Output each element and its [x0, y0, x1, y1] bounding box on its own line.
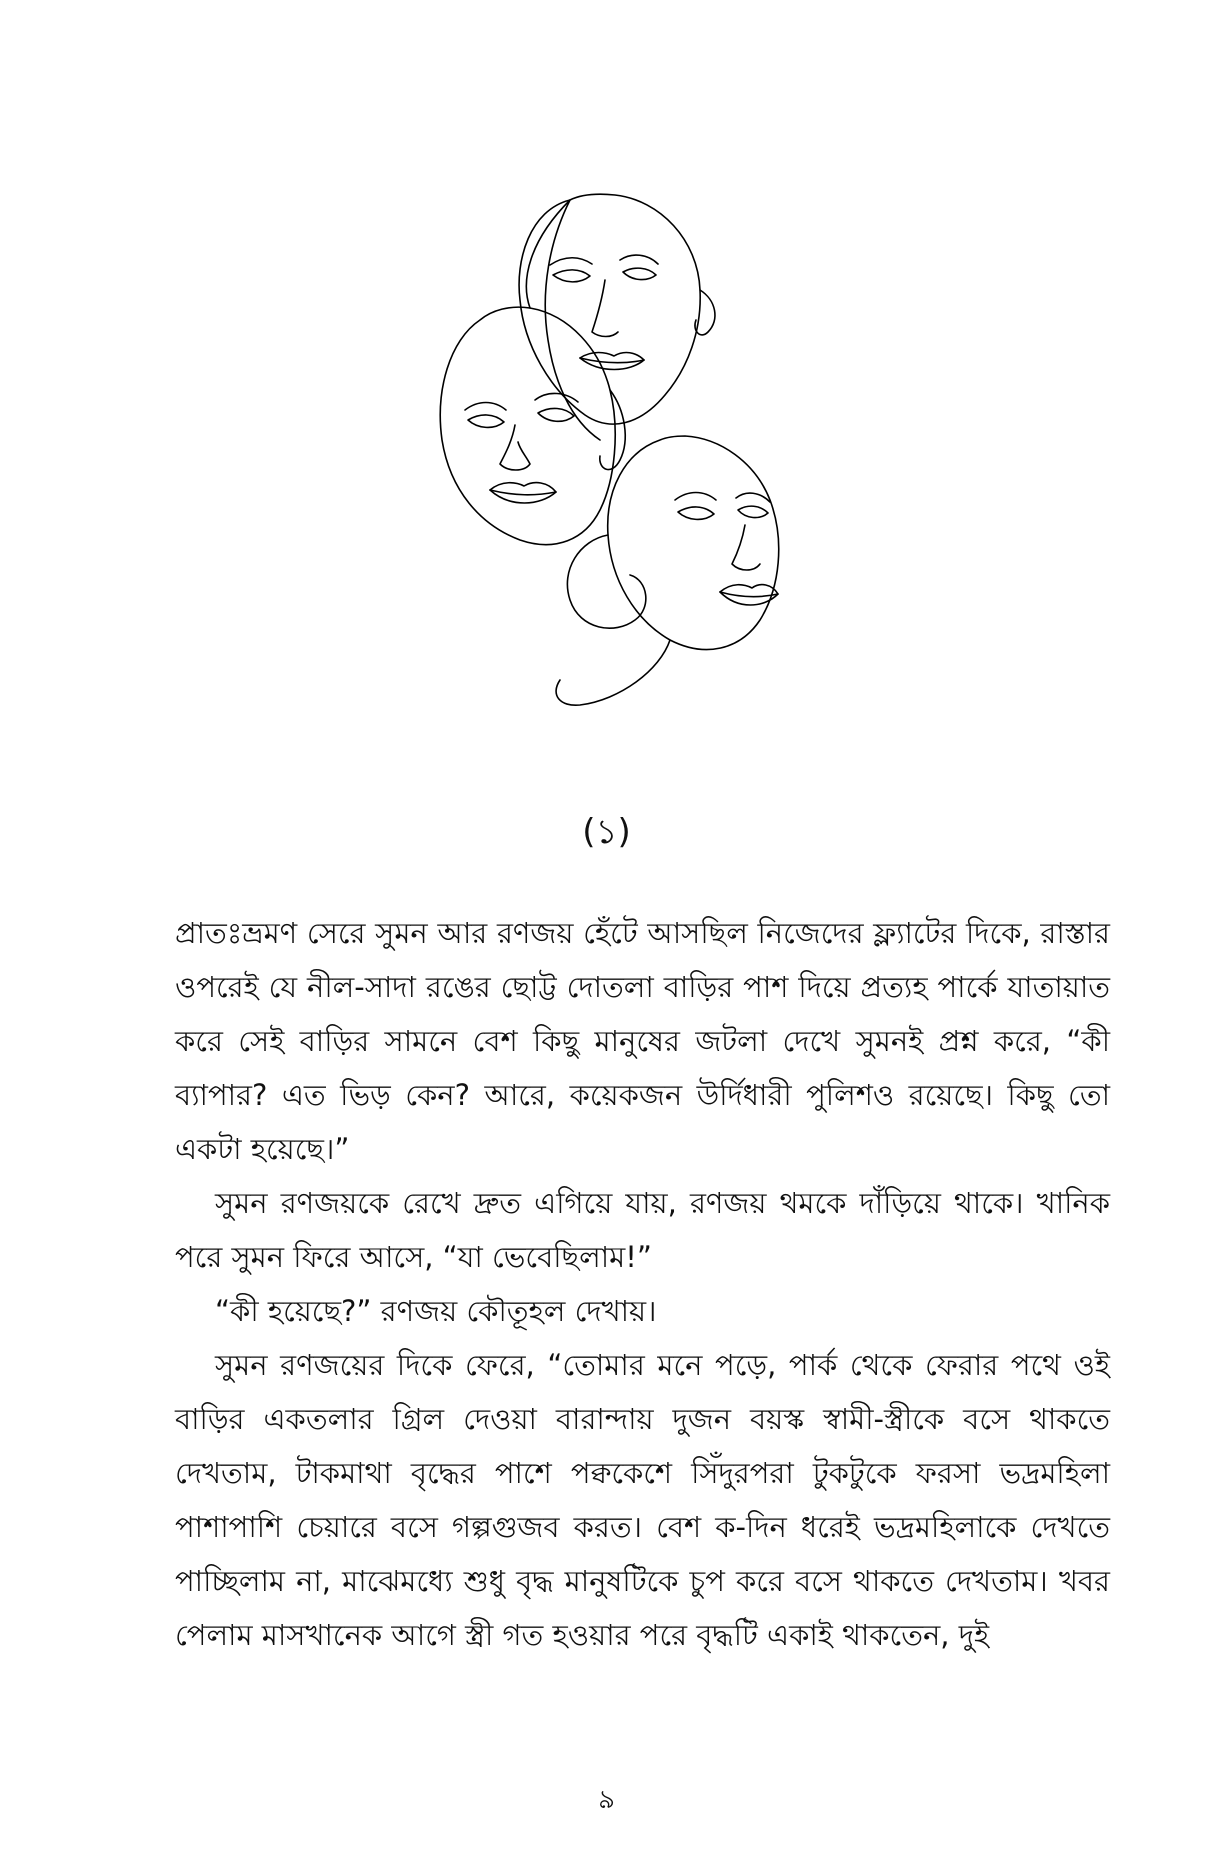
- three-faces-line-art-icon: [420, 180, 800, 720]
- chapter-number: (১): [582, 812, 631, 852]
- paragraph: “কী হয়েছে?” রণজয় কৌতূহল দেখায়।: [215, 1294, 657, 1328]
- paragraph: সুমন রণজয়ের দিকে ফেরে, “তোমার মনে পড়ে, পার্ক থেকে ফেরার পথে ওই বাড়ির একতলার গ্রিল দেওয়া বারান্দায় দুজন বয়স্ক স্বামী-স্ত্রীকে বসে থাকতে দেখতাম, টাকমাথা বৃদ্ধের পাশে পক্বকেশে সিঁদুরপরা টুকটুকে ফরসা ভদ্রমহিলা পাশাপাশি চেয়ারে বসে গল্পগুজব করত। বেশ ক-দিন ধরেই ভদ্রমহিলাকে দেখতে পাচ্ছিলাম না, মাঝেমধ্যে শুধু বৃদ্ধ মানুষটিকে চুপ করে বসে থাকতে দেখতাম। খবর পেলাম মাসখানেক আগে স্ত্রী গত হওয়ার পরে বৃদ্ধটি একাই থাকতেন, দুই: [175, 1348, 1110, 1652]
- paragraph: সুমন রণজয়কে রেখে দ্রুত এগিয়ে যায়, রণজয় থমকে দাঁড়িয়ে থাকে। খানিক পরে সুমন ফিরে আসে, “যা ভেবেছিলাম!”: [175, 1186, 1110, 1274]
- page-number: ৯: [598, 1785, 615, 1815]
- paragraph: প্রাতঃভ্রমণ সেরে সুমন আর রণজয় হেঁটে আসছিল নিজেদের ফ্ল্যাটের দিকে, রাস্তার ওপরেই যে নীল-সাদা রঙের ছোট্ট দোতলা বাড়ির পাশ দিয়ে প্রত্যহ পার্কে যাতায়াত করে সেই বাড়ির সামনে বেশ কিছু মানুষের জটলা দেখে সুমনই প্রশ্ন করে, “কী ব্যাপার? এত ভিড় কেন? আরে, কয়েকজন উর্দিধারী পুলিশও রয়েছে। কিছু তো একটা হয়েছে।”: [175, 916, 1110, 1166]
- chapter-body: [175, 906, 1110, 1662]
